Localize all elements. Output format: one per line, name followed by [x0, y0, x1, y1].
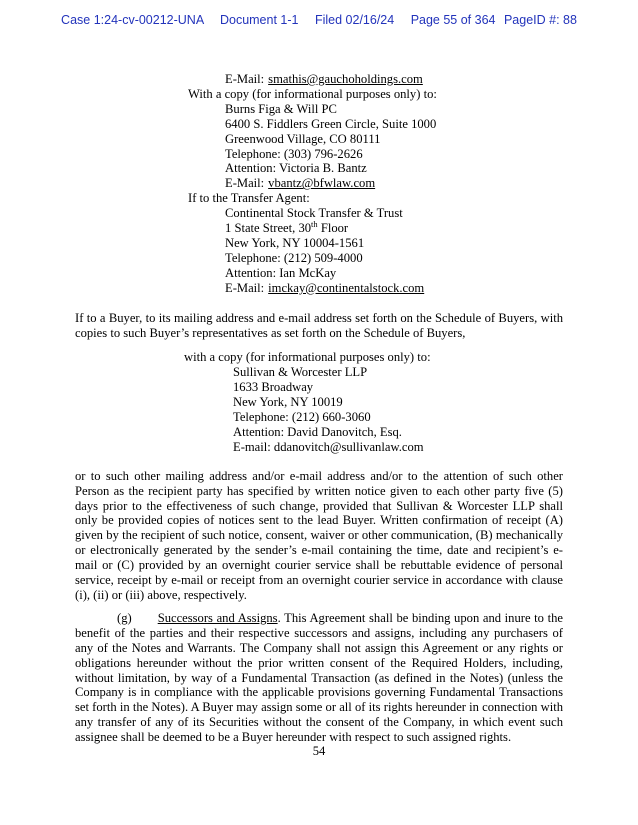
buyer-copy-address2: New York, NY 10019 [233, 395, 343, 410]
company-copy-address2: Greenwood Village, CO 80111 [225, 131, 381, 146]
company-email-address: smathis@gauchoholdings.com [268, 72, 423, 86]
buyer-notice-paragraph: If to a Buyer, to its mailing address and e-mail address set forth on the Schedule of Buyers, with copies to such Buyer’s representatives as set forth on the Schedule of Buyers, [75, 310, 563, 340]
email-label: E-Mail: [225, 72, 265, 86]
company-email-line [225, 72, 563, 87]
company-copy-firm: Burns Figa & Will PC [225, 101, 337, 116]
clause-body: . This Agreement shall be binding upon and inure to the benefit of the parties and their respective successors and assigns, including any purchasers of any of the Notes and Warrants. The Company shall not assign this Agreement or any rights or obligations hereunder without the prior written consent of the Required Holders, including, without limitation, by way of a Fundamental Transaction (as defined in the Notes) (unless the Company is in compliance with the applicable provisions governing Fundamental Transactions set forth in the Notes). A Buyer may assign some or all of its rights hereunder in connection with any transfer of any of its Securities without the consent of the Company, in which event such assignee shall be deemed to be a Buyer hereunder with respect to such assigned rights. [75, 610, 563, 745]
transfer-agent-firm: Continental Stock Transfer & Trust [225, 206, 403, 221]
ordinal-superscript: th [311, 218, 318, 229]
transfer-agent-city: New York, NY 10004-1561 [225, 235, 365, 250]
buyer-copy-email-line: E-mail: ddanovitch@sullivanlaw.com [233, 439, 424, 454]
document-body [75, 72, 563, 745]
clause-label: (g) [117, 610, 132, 625]
transfer-agent-email-address: imckay@continentalstock.com [268, 280, 425, 295]
clause-heading: Successors and Assigns [157, 610, 278, 625]
transfer-agent-email-line [225, 281, 563, 296]
page-number: 54 [312, 744, 326, 759]
transfer-agent-heading: If to the Transfer Agent: [188, 191, 310, 206]
buyer-copy-attention: Attention: David Danovitch, Esq. [233, 424, 402, 439]
street-text-after: Floor [317, 221, 349, 236]
buyer-copy-firm: Sullivan & Worcester LLP [233, 365, 368, 380]
stamp-document-number: Document 1-1 [219, 13, 299, 27]
stamp-pageid: PageID #: 88 [503, 13, 577, 27]
email-label: E-Mail: [225, 280, 265, 295]
notice-change-paragraph: or to such other mailing address and/or e-mail address and/or to the attention of such other Person as the recipient party has specified by written notice given to each other party five (5) days prior to the effectiveness of such change, provided that Sullivan & Worcester LLP shall only be provided copies of notices sent to the lead Buyer. Written confirmation of receipt (A) given by the recipient of such notice, consent, waiver or other communication, (B) mechanically or electronically generated by the sender’s e-mail containing the time, date and recipient’s e-mail or (C) provided by an overnight courier service shall be rebuttable evidence of personal service, receipt by e-mail or receipt from an overnight courier service in accordance with clause (i), (ii) or (iii) above, respectively. [75, 468, 563, 602]
street-text: 1 State Street, 30 [225, 221, 312, 236]
company-copy-attention: Attention: Victoria B. Bantz [225, 161, 367, 176]
stamp-page-info: Page 55 of 364 [410, 13, 496, 27]
buyer-copy-heading: with a copy (for informational purposes only) to: [184, 350, 431, 365]
company-copy-email-line [225, 176, 563, 191]
transfer-agent-attention: Attention: Ian McKay [225, 265, 337, 280]
buyer-copy-address1: 1633 Broadway [233, 380, 314, 395]
company-copy-email-address: vbantz@bfwlaw.com [268, 176, 376, 191]
transfer-agent-street [225, 218, 563, 236]
email-label: E-Mail: [225, 176, 265, 191]
stamp-case-number: Case 1:24-cv-00212-UNA [61, 13, 204, 27]
buyer-copy-telephone: Telephone: (212) 660-3060 [233, 410, 371, 425]
company-copy-address1: 6400 S. Fiddlers Green Circle, Suite 1000 [225, 116, 437, 131]
court-stamp-header [0, 0, 638, 27]
transfer-agent-telephone: Telephone: (212) 509-4000 [225, 250, 363, 265]
successors-paragraph [75, 611, 563, 745]
company-copy-telephone: Telephone: (303) 796-2626 [225, 146, 363, 161]
stamp-filed-date: Filed 02/16/24 [314, 13, 395, 27]
company-copy-heading: With a copy (for informational purposes only) to: [188, 86, 437, 101]
